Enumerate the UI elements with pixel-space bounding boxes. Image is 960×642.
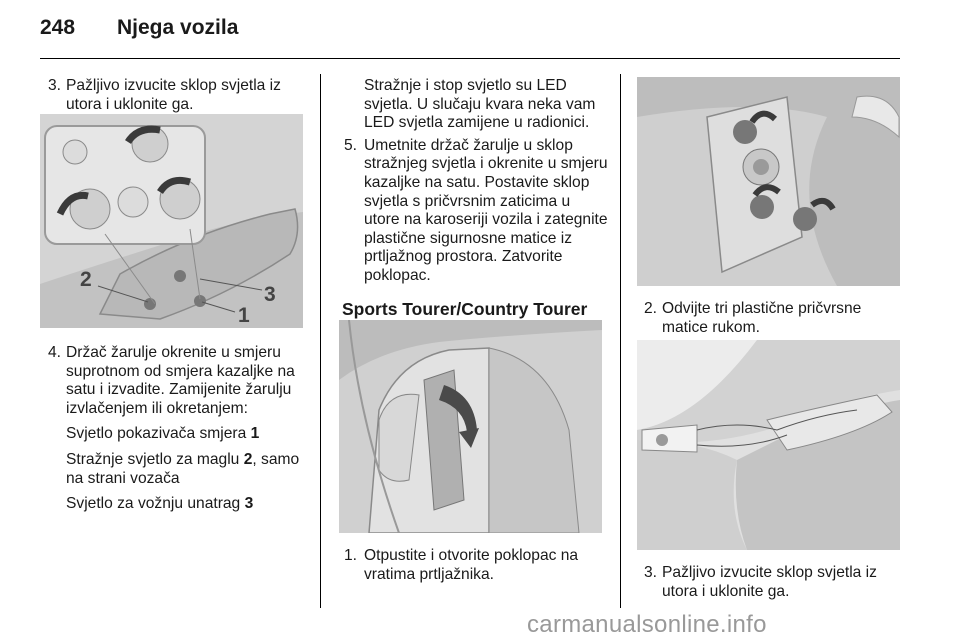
bulb-item-reverse-light xyxy=(46,495,310,514)
bulb-ref: 1 xyxy=(250,425,260,443)
callout-2: 2 xyxy=(80,268,92,291)
watermark: carmanualsonline.info xyxy=(527,611,767,638)
step-number: 3. xyxy=(644,564,658,581)
header-rule xyxy=(40,58,900,59)
step-number: 5. xyxy=(344,136,358,154)
led-note: Stražnje i stop svjetlo su LED svjetla. U slučaju kvara neka vam LED svjetla zamijene u radionici. xyxy=(364,77,596,132)
column-3-middle xyxy=(642,300,904,337)
tail-light-bulbs-illustration xyxy=(40,114,303,328)
step-text: Otpustite i otvorite poklopac na vratima prtljažnika. xyxy=(364,547,579,583)
step-number: 1. xyxy=(344,547,358,564)
tailgate-open-illustration xyxy=(339,320,602,533)
page-title: Njega vozila xyxy=(117,16,239,39)
column-3-lower xyxy=(642,564,904,601)
plastic-nuts-illustration xyxy=(637,77,900,286)
step-text: Odvijte tri plastične pričvrsne matice rukom. xyxy=(662,300,862,336)
step-number: 2. xyxy=(644,300,658,317)
step-5-reinstall xyxy=(342,137,610,286)
bulb-label: Stražnje svjetlo za maglu xyxy=(66,450,244,468)
step-1-open-tailgate xyxy=(342,547,610,584)
bulb-suffix: , samo na strani vozača xyxy=(66,450,300,487)
column-2 xyxy=(342,77,610,318)
step-text: Umetnite držač žarulje u sklop stražnjeg svjetla i okrenite u smjeru kazaljke na satu. Postavite sklop svjetla s pričvrsnim zaticima u utore na karoseriji vozila i zategnite plastične sigurnosne matice iz prtljažnog prostora. Zatvorite poklopac. xyxy=(364,136,608,284)
callout-3: 3 xyxy=(264,283,276,306)
bulb-label: Svjetlo pokazivača smjera xyxy=(66,425,251,443)
step-3-remove-light xyxy=(46,77,310,114)
bulb-ref: 2 xyxy=(243,450,253,468)
step-text: Držač žarulje okrenite u smjeru suprotnom od smjera kazaljke na satu i izvadite. Zamijenite žarulju izvlačenjem ili okretanjem: xyxy=(66,344,295,417)
step-3-remove-assembly xyxy=(642,564,904,601)
column-divider-right xyxy=(620,74,621,608)
step-number: 4. xyxy=(48,344,62,361)
step-4-bulb-holder xyxy=(46,344,310,418)
step-text: Pažljivo izvucite sklop svjetla iz utora i uklonite ga. xyxy=(66,77,281,113)
column-divider-left xyxy=(320,74,321,608)
bulb-item-fog-light xyxy=(46,451,310,488)
step-text: Pažljivo izvucite sklop svjetla iz utora i uklonite ga. xyxy=(662,564,877,600)
step-2-unscrew-nuts xyxy=(642,300,904,337)
bulb-label: Svjetlo za vožnju unatrag xyxy=(66,495,245,513)
page-number: 248 xyxy=(40,16,76,39)
bulb-item-turn-signal xyxy=(46,425,310,444)
bulb-ref: 3 xyxy=(244,495,254,513)
step-number: 3. xyxy=(48,77,62,94)
column-2-lower xyxy=(342,547,610,584)
section-heading: Sports Tourer/Country Tourer xyxy=(342,298,588,319)
column-1 xyxy=(46,77,310,114)
callout-1: 1 xyxy=(238,304,250,327)
column-1-lower xyxy=(46,344,310,514)
light-assembly-removed-illustration xyxy=(637,340,900,550)
